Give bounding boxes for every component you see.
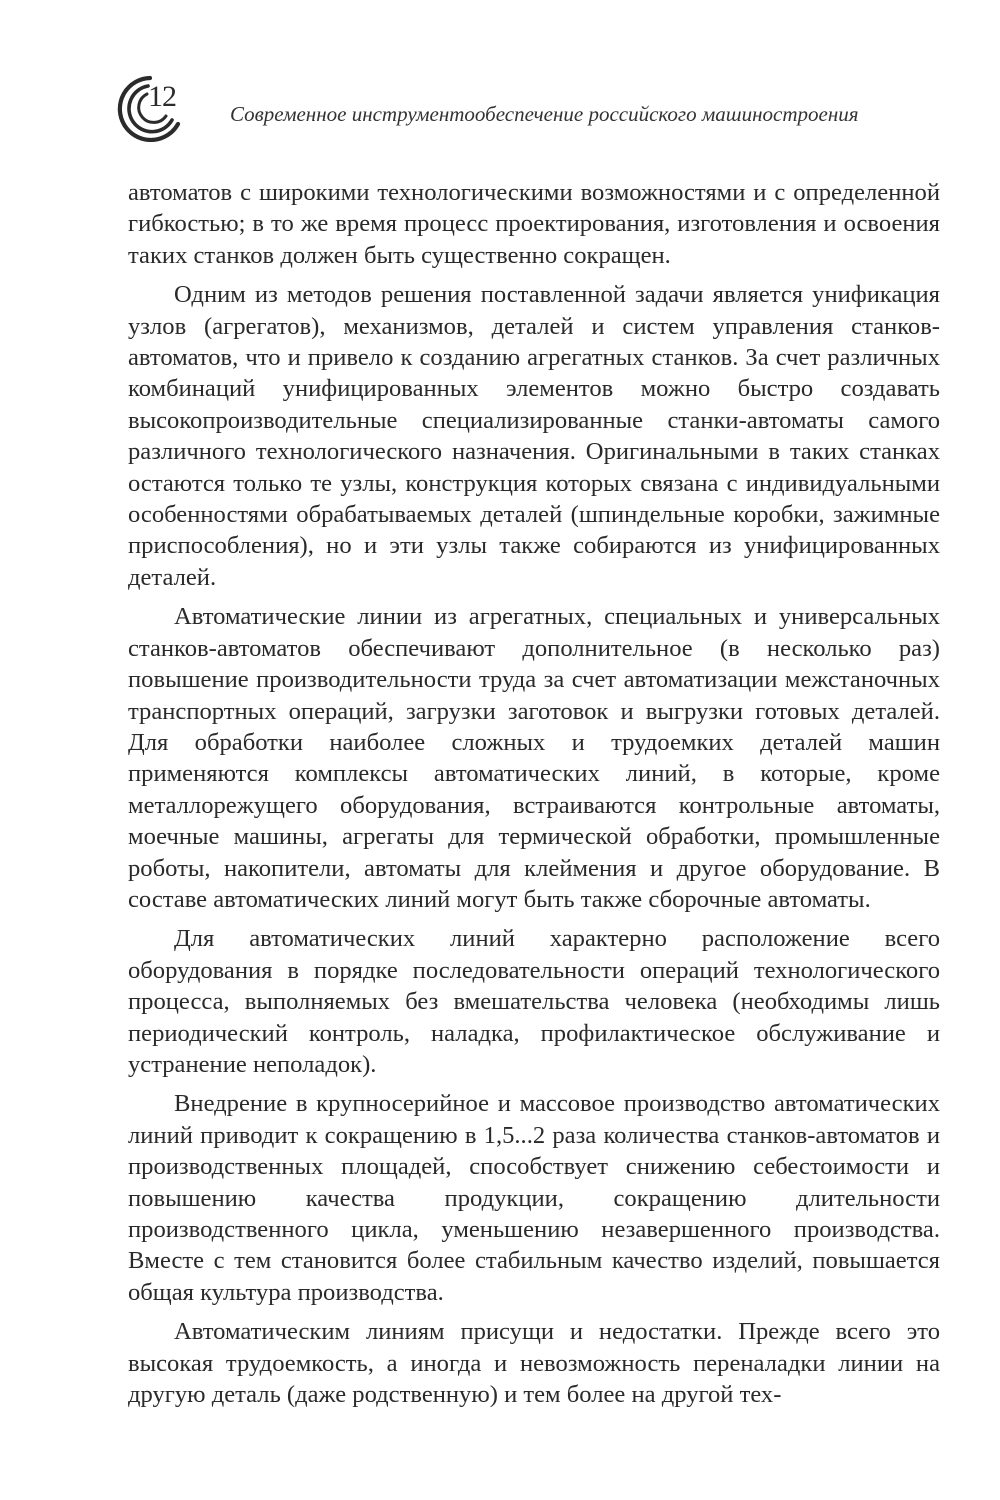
- page-number: 12: [148, 80, 176, 113]
- page-header: [112, 72, 912, 142]
- body-text: [128, 177, 940, 1418]
- paragraph-6: Автоматическим линиям присущи и недостатки. Прежде всего это высокая трудоемкость, а иногда и невозможность переналадки линии на другую деталь (даже родственную) и тем более на другой тех-: [128, 1318, 940, 1409]
- paragraph-2: Одним из методов решения поставленной задачи является унификация узлов (агрегатов), механизмов, деталей и систем управления станков-автоматов, что и привело к созданию агрегатных станков. За счет различных комбинаций унифицированных элементов можно быстро создавать высокопроизводительные специализированные станки-автоматы самого различного технологического назначения. Оригинальными в таких станках остаются только те узлы, конструкция которых связана с индивидуальными особенностями обрабатываемых деталей (шпиндельные коробки, зажимные приспособления), но и эти узлы также собираются из унифицированных деталей.: [128, 281, 940, 591]
- paragraph-4: Для автоматических линий характерно расположение всего оборудования в порядке последовательности операций технологического процесса, выполняемых без вмешательства человека (необходимы лишь периодический контроль, наладка, профилактическое обслуживание и устранение неполадок).: [128, 925, 940, 1078]
- paragraph-3: Автоматические линии из агрегатных, специальных и универсальных станков-автоматов обеспечивают дополнительное (в несколько раз) повышение производительности труда за счет автоматизации межстаночных транспортных операций, загрузки заготовок и выгрузки готовых деталей. Для обработки наиболее сложных и трудоемких деталей машин применяются комплексы автоматических линий, в которые, кроме металлорежущего оборудования, встраиваются контрольные автоматы, моечные машины, агрегаты для термической обработки, промышленные роботы, накопители, автоматы для клеймения и другое оборудование. В составе автоматических линий могут быть также сборочные автоматы.: [128, 603, 940, 913]
- paragraph-5: Внедрение в крупносерийное и массовое производство автоматических линий приводит к сокращению в 1,5...2 раза количества станков-автоматов и производственных площадей, способствует снижению себестоимости и повышению качества продукции, сокращению длительности производственного цикла, уменьшению незавершенного производства. Вместе с тем становится более стабильным качество изделий, повышается общая культура производства.: [128, 1090, 940, 1306]
- running-title: Современное инструментообеспечение российского машиностроения: [230, 102, 859, 126]
- paragraph-1: автоматов с широкими технологическими возможностями и с определенной гибкостью; в то же время процесс проектирования, изготовления и освоения таких станков должен быть существенно сокращен.: [128, 179, 940, 269]
